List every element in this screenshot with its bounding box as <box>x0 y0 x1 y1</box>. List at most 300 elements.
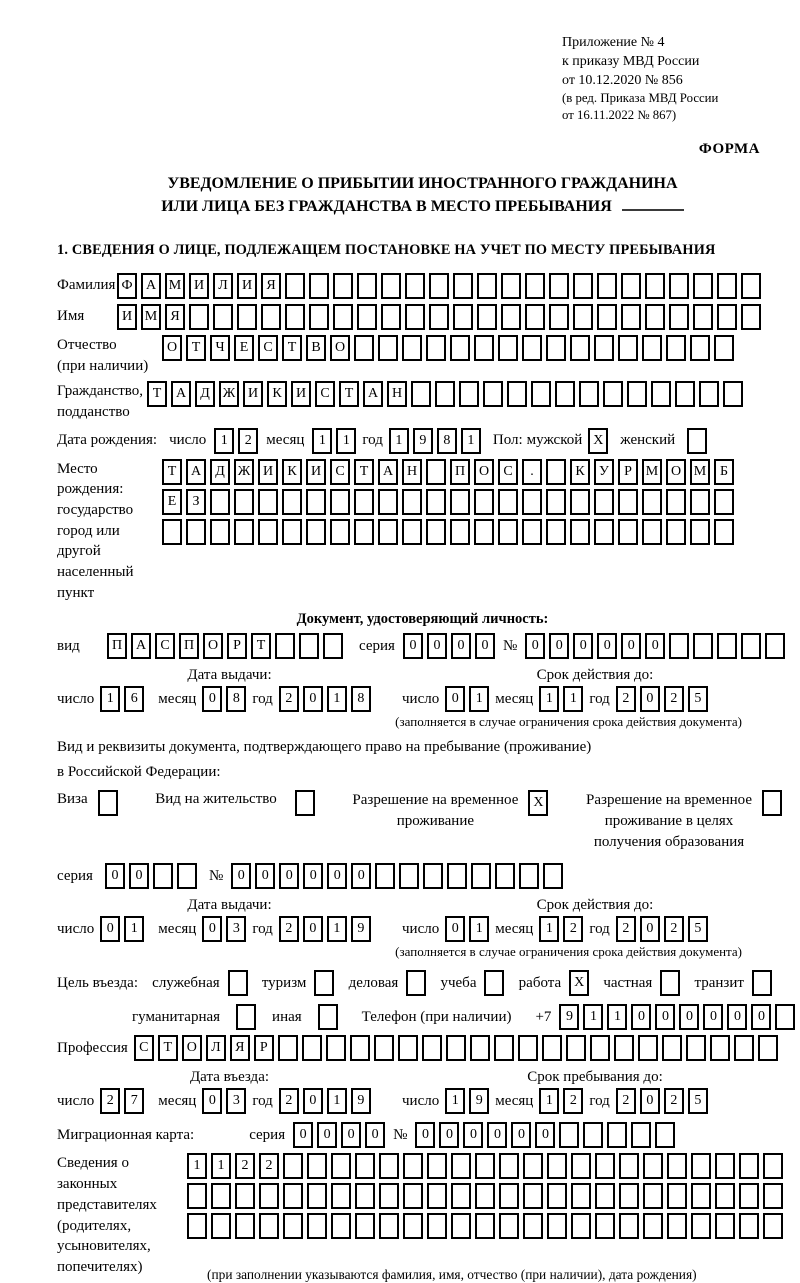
char-cell[interactable]: 6 <box>124 686 144 712</box>
char-cell[interactable] <box>607 1122 627 1148</box>
char-cell[interactable] <box>715 1183 735 1209</box>
char-cell[interactable] <box>693 633 713 659</box>
purpose-transit-checkbox[interactable] <box>752 970 772 996</box>
char-cell[interactable]: 0 <box>703 1004 723 1030</box>
char-cell[interactable]: О <box>182 1035 202 1061</box>
char-cell[interactable]: 9 <box>559 1004 579 1030</box>
char-cell[interactable] <box>547 1153 567 1179</box>
char-cell[interactable] <box>261 304 281 330</box>
char-cell[interactable] <box>739 1213 759 1239</box>
char-cell[interactable] <box>379 1183 399 1209</box>
char-cell[interactable]: 0 <box>451 633 471 659</box>
char-cell[interactable] <box>614 1035 634 1061</box>
char-cell[interactable] <box>483 381 503 407</box>
char-cell[interactable] <box>323 633 343 659</box>
char-cell[interactable]: 0 <box>202 916 222 942</box>
char-cell[interactable] <box>213 304 233 330</box>
char-cell[interactable] <box>411 381 431 407</box>
char-cell[interactable] <box>427 1153 447 1179</box>
char-cell[interactable] <box>450 519 470 545</box>
char-cell[interactable]: 0 <box>351 863 371 889</box>
char-cell[interactable]: 1 <box>327 916 347 942</box>
char-cell[interactable] <box>307 1183 327 1209</box>
char-cell[interactable]: С <box>134 1035 154 1061</box>
char-cell[interactable]: В <box>306 335 326 361</box>
char-cell[interactable]: Р <box>254 1035 274 1061</box>
char-cell[interactable]: А <box>171 381 191 407</box>
char-cell[interactable]: 0 <box>525 633 545 659</box>
char-cell[interactable]: 1 <box>461 428 481 454</box>
char-cell[interactable] <box>283 1153 303 1179</box>
char-cell[interactable] <box>429 273 449 299</box>
residence-permit-checkbox[interactable] <box>295 790 315 816</box>
char-cell[interactable]: 0 <box>327 863 347 889</box>
char-cell[interactable]: 1 <box>187 1153 207 1179</box>
char-cell[interactable] <box>326 1035 346 1061</box>
char-cell[interactable]: 0 <box>365 1122 385 1148</box>
char-cell[interactable]: С <box>258 335 278 361</box>
char-cell[interactable] <box>594 335 614 361</box>
char-cell[interactable]: 1 <box>469 916 489 942</box>
char-cell[interactable] <box>405 273 425 299</box>
char-cell[interactable]: 9 <box>351 1088 371 1114</box>
char-cell[interactable]: 0 <box>255 863 275 889</box>
char-cell[interactable] <box>355 1183 375 1209</box>
char-cell[interactable]: 1 <box>563 686 583 712</box>
char-cell[interactable]: Т <box>186 335 206 361</box>
char-cell[interactable] <box>283 1183 303 1209</box>
char-cell[interactable] <box>475 1213 495 1239</box>
char-cell[interactable] <box>555 381 575 407</box>
char-cell[interactable] <box>405 304 425 330</box>
purpose-business-checkbox[interactable] <box>406 970 426 996</box>
char-cell[interactable] <box>259 1213 279 1239</box>
char-cell[interactable] <box>686 1035 706 1061</box>
char-cell[interactable] <box>355 1213 375 1239</box>
char-cell[interactable]: 5 <box>688 916 708 942</box>
char-cell[interactable] <box>542 1035 562 1061</box>
char-cell[interactable] <box>523 1213 543 1239</box>
char-cell[interactable] <box>306 519 326 545</box>
char-cell[interactable] <box>595 1213 615 1239</box>
char-cell[interactable] <box>447 863 467 889</box>
char-cell[interactable] <box>642 335 662 361</box>
char-cell[interactable] <box>619 1153 639 1179</box>
char-cell[interactable] <box>523 1183 543 1209</box>
char-cell[interactable]: Л <box>213 273 233 299</box>
char-cell[interactable] <box>559 1122 579 1148</box>
char-cell[interactable]: М <box>642 459 662 485</box>
char-cell[interactable] <box>307 1213 327 1239</box>
char-cell[interactable] <box>739 1153 759 1179</box>
char-cell[interactable] <box>285 304 305 330</box>
char-cell[interactable] <box>354 335 374 361</box>
char-cell[interactable]: М <box>165 273 185 299</box>
char-cell[interactable] <box>331 1213 351 1239</box>
char-cell[interactable]: 0 <box>403 633 423 659</box>
char-cell[interactable] <box>477 304 497 330</box>
char-cell[interactable]: А <box>378 459 398 485</box>
char-cell[interactable] <box>519 863 539 889</box>
char-cell[interactable]: Н <box>387 381 407 407</box>
char-cell[interactable] <box>594 489 614 515</box>
char-cell[interactable]: О <box>666 459 686 485</box>
char-cell[interactable] <box>282 489 302 515</box>
char-cell[interactable]: 0 <box>427 633 447 659</box>
char-cell[interactable]: 8 <box>437 428 457 454</box>
char-cell[interactable] <box>547 1183 567 1209</box>
temp-residence-checkbox[interactable]: X <box>528 790 548 816</box>
char-cell[interactable]: 1 <box>327 686 347 712</box>
char-cell[interactable] <box>765 633 785 659</box>
char-cell[interactable] <box>763 1183 783 1209</box>
char-cell[interactable]: 0 <box>303 686 323 712</box>
char-cell[interactable] <box>667 1183 687 1209</box>
char-cell[interactable]: Д <box>210 459 230 485</box>
char-cell[interactable] <box>546 519 566 545</box>
char-cell[interactable]: 1 <box>539 916 559 942</box>
char-cell[interactable] <box>474 335 494 361</box>
char-cell[interactable] <box>675 381 695 407</box>
char-cell[interactable] <box>645 304 665 330</box>
char-cell[interactable] <box>453 304 473 330</box>
char-cell[interactable]: И <box>243 381 263 407</box>
char-cell[interactable]: . <box>522 459 542 485</box>
char-cell[interactable]: А <box>141 273 161 299</box>
char-cell[interactable] <box>330 489 350 515</box>
char-cell[interactable]: 0 <box>445 916 465 942</box>
char-cell[interactable] <box>590 1035 610 1061</box>
char-cell[interactable]: Т <box>282 335 302 361</box>
char-cell[interactable] <box>669 633 689 659</box>
char-cell[interactable]: О <box>474 459 494 485</box>
char-cell[interactable] <box>669 304 689 330</box>
char-cell[interactable]: Ф <box>117 273 137 299</box>
char-cell[interactable] <box>691 1183 711 1209</box>
char-cell[interactable] <box>427 1183 447 1209</box>
char-cell[interactable] <box>423 863 443 889</box>
char-cell[interactable] <box>573 304 593 330</box>
char-cell[interactable] <box>350 1035 370 1061</box>
char-cell[interactable]: 2 <box>664 916 684 942</box>
char-cell[interactable]: 0 <box>303 1088 323 1114</box>
char-cell[interactable] <box>187 1213 207 1239</box>
char-cell[interactable] <box>522 519 542 545</box>
char-cell[interactable] <box>177 863 197 889</box>
char-cell[interactable]: 3 <box>226 1088 246 1114</box>
char-cell[interactable] <box>475 1153 495 1179</box>
char-cell[interactable] <box>645 273 665 299</box>
char-cell[interactable]: 0 <box>511 1122 531 1148</box>
char-cell[interactable]: Т <box>158 1035 178 1061</box>
char-cell[interactable]: 0 <box>487 1122 507 1148</box>
char-cell[interactable] <box>186 519 206 545</box>
char-cell[interactable] <box>398 1035 418 1061</box>
char-cell[interactable]: 0 <box>631 1004 651 1030</box>
char-cell[interactable] <box>153 863 173 889</box>
char-cell[interactable]: Я <box>230 1035 250 1061</box>
char-cell[interactable]: Б <box>714 459 734 485</box>
female-checkbox[interactable] <box>687 428 707 454</box>
char-cell[interactable] <box>403 1153 423 1179</box>
char-cell[interactable] <box>307 1153 327 1179</box>
char-cell[interactable] <box>378 519 398 545</box>
char-cell[interactable] <box>546 335 566 361</box>
char-cell[interactable]: 7 <box>124 1088 144 1114</box>
char-cell[interactable]: Ж <box>234 459 254 485</box>
char-cell[interactable] <box>309 273 329 299</box>
char-cell[interactable]: 1 <box>583 1004 603 1030</box>
char-cell[interactable]: 0 <box>463 1122 483 1148</box>
char-cell[interactable] <box>717 304 737 330</box>
char-cell[interactable]: 2 <box>235 1153 255 1179</box>
char-cell[interactable]: 0 <box>231 863 251 889</box>
char-cell[interactable] <box>763 1213 783 1239</box>
char-cell[interactable] <box>621 304 641 330</box>
char-cell[interactable] <box>619 1213 639 1239</box>
char-cell[interactable]: 0 <box>535 1122 555 1148</box>
char-cell[interactable] <box>507 381 527 407</box>
char-cell[interactable] <box>595 1183 615 1209</box>
char-cell[interactable]: 3 <box>226 916 246 942</box>
char-cell[interactable]: 0 <box>751 1004 771 1030</box>
char-cell[interactable] <box>501 304 521 330</box>
char-cell[interactable] <box>258 519 278 545</box>
char-cell[interactable] <box>426 489 446 515</box>
char-cell[interactable] <box>275 633 295 659</box>
char-cell[interactable] <box>499 1183 519 1209</box>
char-cell[interactable] <box>162 519 182 545</box>
char-cell[interactable]: 1 <box>539 686 559 712</box>
char-cell[interactable] <box>210 519 230 545</box>
char-cell[interactable] <box>570 489 590 515</box>
char-cell[interactable] <box>426 459 446 485</box>
char-cell[interactable]: П <box>179 633 199 659</box>
char-cell[interactable] <box>531 381 551 407</box>
char-cell[interactable] <box>642 519 662 545</box>
char-cell[interactable]: А <box>131 633 151 659</box>
char-cell[interactable]: 0 <box>640 686 660 712</box>
char-cell[interactable]: Т <box>162 459 182 485</box>
char-cell[interactable]: 2 <box>279 916 299 942</box>
char-cell[interactable] <box>306 489 326 515</box>
char-cell[interactable] <box>638 1035 658 1061</box>
char-cell[interactable] <box>355 1153 375 1179</box>
char-cell[interactable]: Д <box>195 381 215 407</box>
char-cell[interactable] <box>642 489 662 515</box>
char-cell[interactable]: 8 <box>351 686 371 712</box>
char-cell[interactable] <box>522 489 542 515</box>
char-cell[interactable] <box>571 1183 591 1209</box>
char-cell[interactable] <box>259 1183 279 1209</box>
char-cell[interactable]: Я <box>261 273 281 299</box>
char-cell[interactable] <box>422 1035 442 1061</box>
char-cell[interactable]: 1 <box>607 1004 627 1030</box>
char-cell[interactable]: 0 <box>445 686 465 712</box>
char-cell[interactable]: Я <box>165 304 185 330</box>
char-cell[interactable]: 0 <box>475 633 495 659</box>
temp-residence-edu-checkbox[interactable] <box>762 790 782 816</box>
char-cell[interactable]: 1 <box>214 428 234 454</box>
char-cell[interactable] <box>714 489 734 515</box>
char-cell[interactable] <box>631 1122 651 1148</box>
char-cell[interactable] <box>597 273 617 299</box>
char-cell[interactable] <box>710 1035 730 1061</box>
char-cell[interactable] <box>498 489 518 515</box>
char-cell[interactable] <box>427 1213 447 1239</box>
char-cell[interactable] <box>570 519 590 545</box>
char-cell[interactable] <box>374 1035 394 1061</box>
char-cell[interactable] <box>494 1035 514 1061</box>
char-cell[interactable] <box>446 1035 466 1061</box>
char-cell[interactable]: 1 <box>100 686 120 712</box>
char-cell[interactable]: 0 <box>655 1004 675 1030</box>
char-cell[interactable] <box>237 304 257 330</box>
purpose-official-checkbox[interactable] <box>228 970 248 996</box>
char-cell[interactable]: А <box>186 459 206 485</box>
char-cell[interactable] <box>714 519 734 545</box>
char-cell[interactable]: 1 <box>336 428 356 454</box>
char-cell[interactable] <box>579 381 599 407</box>
char-cell[interactable] <box>666 519 686 545</box>
char-cell[interactable]: О <box>162 335 182 361</box>
char-cell[interactable]: Ж <box>219 381 239 407</box>
char-cell[interactable]: 9 <box>413 428 433 454</box>
char-cell[interactable] <box>723 381 743 407</box>
char-cell[interactable]: 0 <box>439 1122 459 1148</box>
char-cell[interactable] <box>643 1153 663 1179</box>
char-cell[interactable]: 9 <box>469 1088 489 1114</box>
char-cell[interactable] <box>690 489 710 515</box>
char-cell[interactable]: 0 <box>279 863 299 889</box>
char-cell[interactable]: 0 <box>341 1122 361 1148</box>
char-cell[interactable] <box>375 863 395 889</box>
char-cell[interactable]: 0 <box>573 633 593 659</box>
char-cell[interactable] <box>583 1122 603 1148</box>
char-cell[interactable] <box>597 304 617 330</box>
char-cell[interactable] <box>403 1213 423 1239</box>
char-cell[interactable] <box>402 489 422 515</box>
char-cell[interactable]: М <box>690 459 710 485</box>
char-cell[interactable] <box>450 489 470 515</box>
char-cell[interactable] <box>426 519 446 545</box>
char-cell[interactable] <box>435 381 455 407</box>
char-cell[interactable] <box>189 304 209 330</box>
char-cell[interactable]: 0 <box>727 1004 747 1030</box>
char-cell[interactable] <box>495 863 515 889</box>
char-cell[interactable]: И <box>306 459 326 485</box>
purpose-work-checkbox[interactable]: X <box>569 970 589 996</box>
char-cell[interactable] <box>333 273 353 299</box>
char-cell[interactable] <box>543 863 563 889</box>
char-cell[interactable] <box>378 335 398 361</box>
char-cell[interactable] <box>546 489 566 515</box>
char-cell[interactable] <box>278 1035 298 1061</box>
char-cell[interactable]: Т <box>354 459 374 485</box>
char-cell[interactable] <box>357 273 377 299</box>
char-cell[interactable]: К <box>282 459 302 485</box>
char-cell[interactable]: И <box>258 459 278 485</box>
char-cell[interactable] <box>210 489 230 515</box>
char-cell[interactable] <box>655 1122 675 1148</box>
char-cell[interactable] <box>693 273 713 299</box>
char-cell[interactable] <box>234 489 254 515</box>
purpose-study-checkbox[interactable] <box>484 970 504 996</box>
char-cell[interactable] <box>402 519 422 545</box>
char-cell[interactable] <box>571 1153 591 1179</box>
char-cell[interactable]: С <box>498 459 518 485</box>
char-cell[interactable]: 2 <box>664 1088 684 1114</box>
char-cell[interactable] <box>693 304 713 330</box>
char-cell[interactable]: Р <box>227 633 247 659</box>
char-cell[interactable] <box>758 1035 778 1061</box>
char-cell[interactable] <box>426 335 446 361</box>
char-cell[interactable]: 1 <box>469 686 489 712</box>
char-cell[interactable] <box>667 1213 687 1239</box>
purpose-humanitarian-checkbox[interactable] <box>236 1004 256 1030</box>
char-cell[interactable] <box>450 335 470 361</box>
char-cell[interactable]: А <box>363 381 383 407</box>
char-cell[interactable] <box>717 633 737 659</box>
char-cell[interactable] <box>477 273 497 299</box>
char-cell[interactable] <box>603 381 623 407</box>
char-cell[interactable] <box>283 1213 303 1239</box>
char-cell[interactable] <box>691 1213 711 1239</box>
char-cell[interactable] <box>618 335 638 361</box>
char-cell[interactable] <box>690 519 710 545</box>
char-cell[interactable]: И <box>117 304 137 330</box>
visa-checkbox[interactable] <box>98 790 118 816</box>
char-cell[interactable]: З <box>186 489 206 515</box>
char-cell[interactable]: С <box>330 459 350 485</box>
char-cell[interactable]: Т <box>339 381 359 407</box>
char-cell[interactable] <box>669 273 689 299</box>
char-cell[interactable] <box>498 335 518 361</box>
char-cell[interactable]: 9 <box>351 916 371 942</box>
char-cell[interactable]: 2 <box>238 428 258 454</box>
char-cell[interactable] <box>566 1035 586 1061</box>
char-cell[interactable] <box>571 1213 591 1239</box>
char-cell[interactable] <box>309 304 329 330</box>
char-cell[interactable]: О <box>330 335 350 361</box>
char-cell[interactable]: 2 <box>664 686 684 712</box>
char-cell[interactable] <box>523 1153 543 1179</box>
char-cell[interactable]: 8 <box>226 686 246 712</box>
char-cell[interactable]: К <box>570 459 590 485</box>
char-cell[interactable]: Н <box>402 459 422 485</box>
char-cell[interactable] <box>522 335 542 361</box>
char-cell[interactable]: 2 <box>100 1088 120 1114</box>
char-cell[interactable] <box>235 1213 255 1239</box>
char-cell[interactable] <box>715 1213 735 1239</box>
char-cell[interactable] <box>451 1183 471 1209</box>
char-cell[interactable]: Е <box>162 489 182 515</box>
char-cell[interactable]: 2 <box>279 686 299 712</box>
char-cell[interactable] <box>618 489 638 515</box>
char-cell[interactable]: 2 <box>616 1088 636 1114</box>
char-cell[interactable] <box>475 1183 495 1209</box>
char-cell[interactable] <box>399 863 419 889</box>
char-cell[interactable]: 0 <box>303 863 323 889</box>
char-cell[interactable]: У <box>594 459 614 485</box>
char-cell[interactable] <box>235 1183 255 1209</box>
char-cell[interactable] <box>739 1183 759 1209</box>
char-cell[interactable]: 0 <box>105 863 125 889</box>
char-cell[interactable] <box>741 304 761 330</box>
char-cell[interactable] <box>627 381 647 407</box>
char-cell[interactable] <box>211 1183 231 1209</box>
char-cell[interactable] <box>643 1183 663 1209</box>
